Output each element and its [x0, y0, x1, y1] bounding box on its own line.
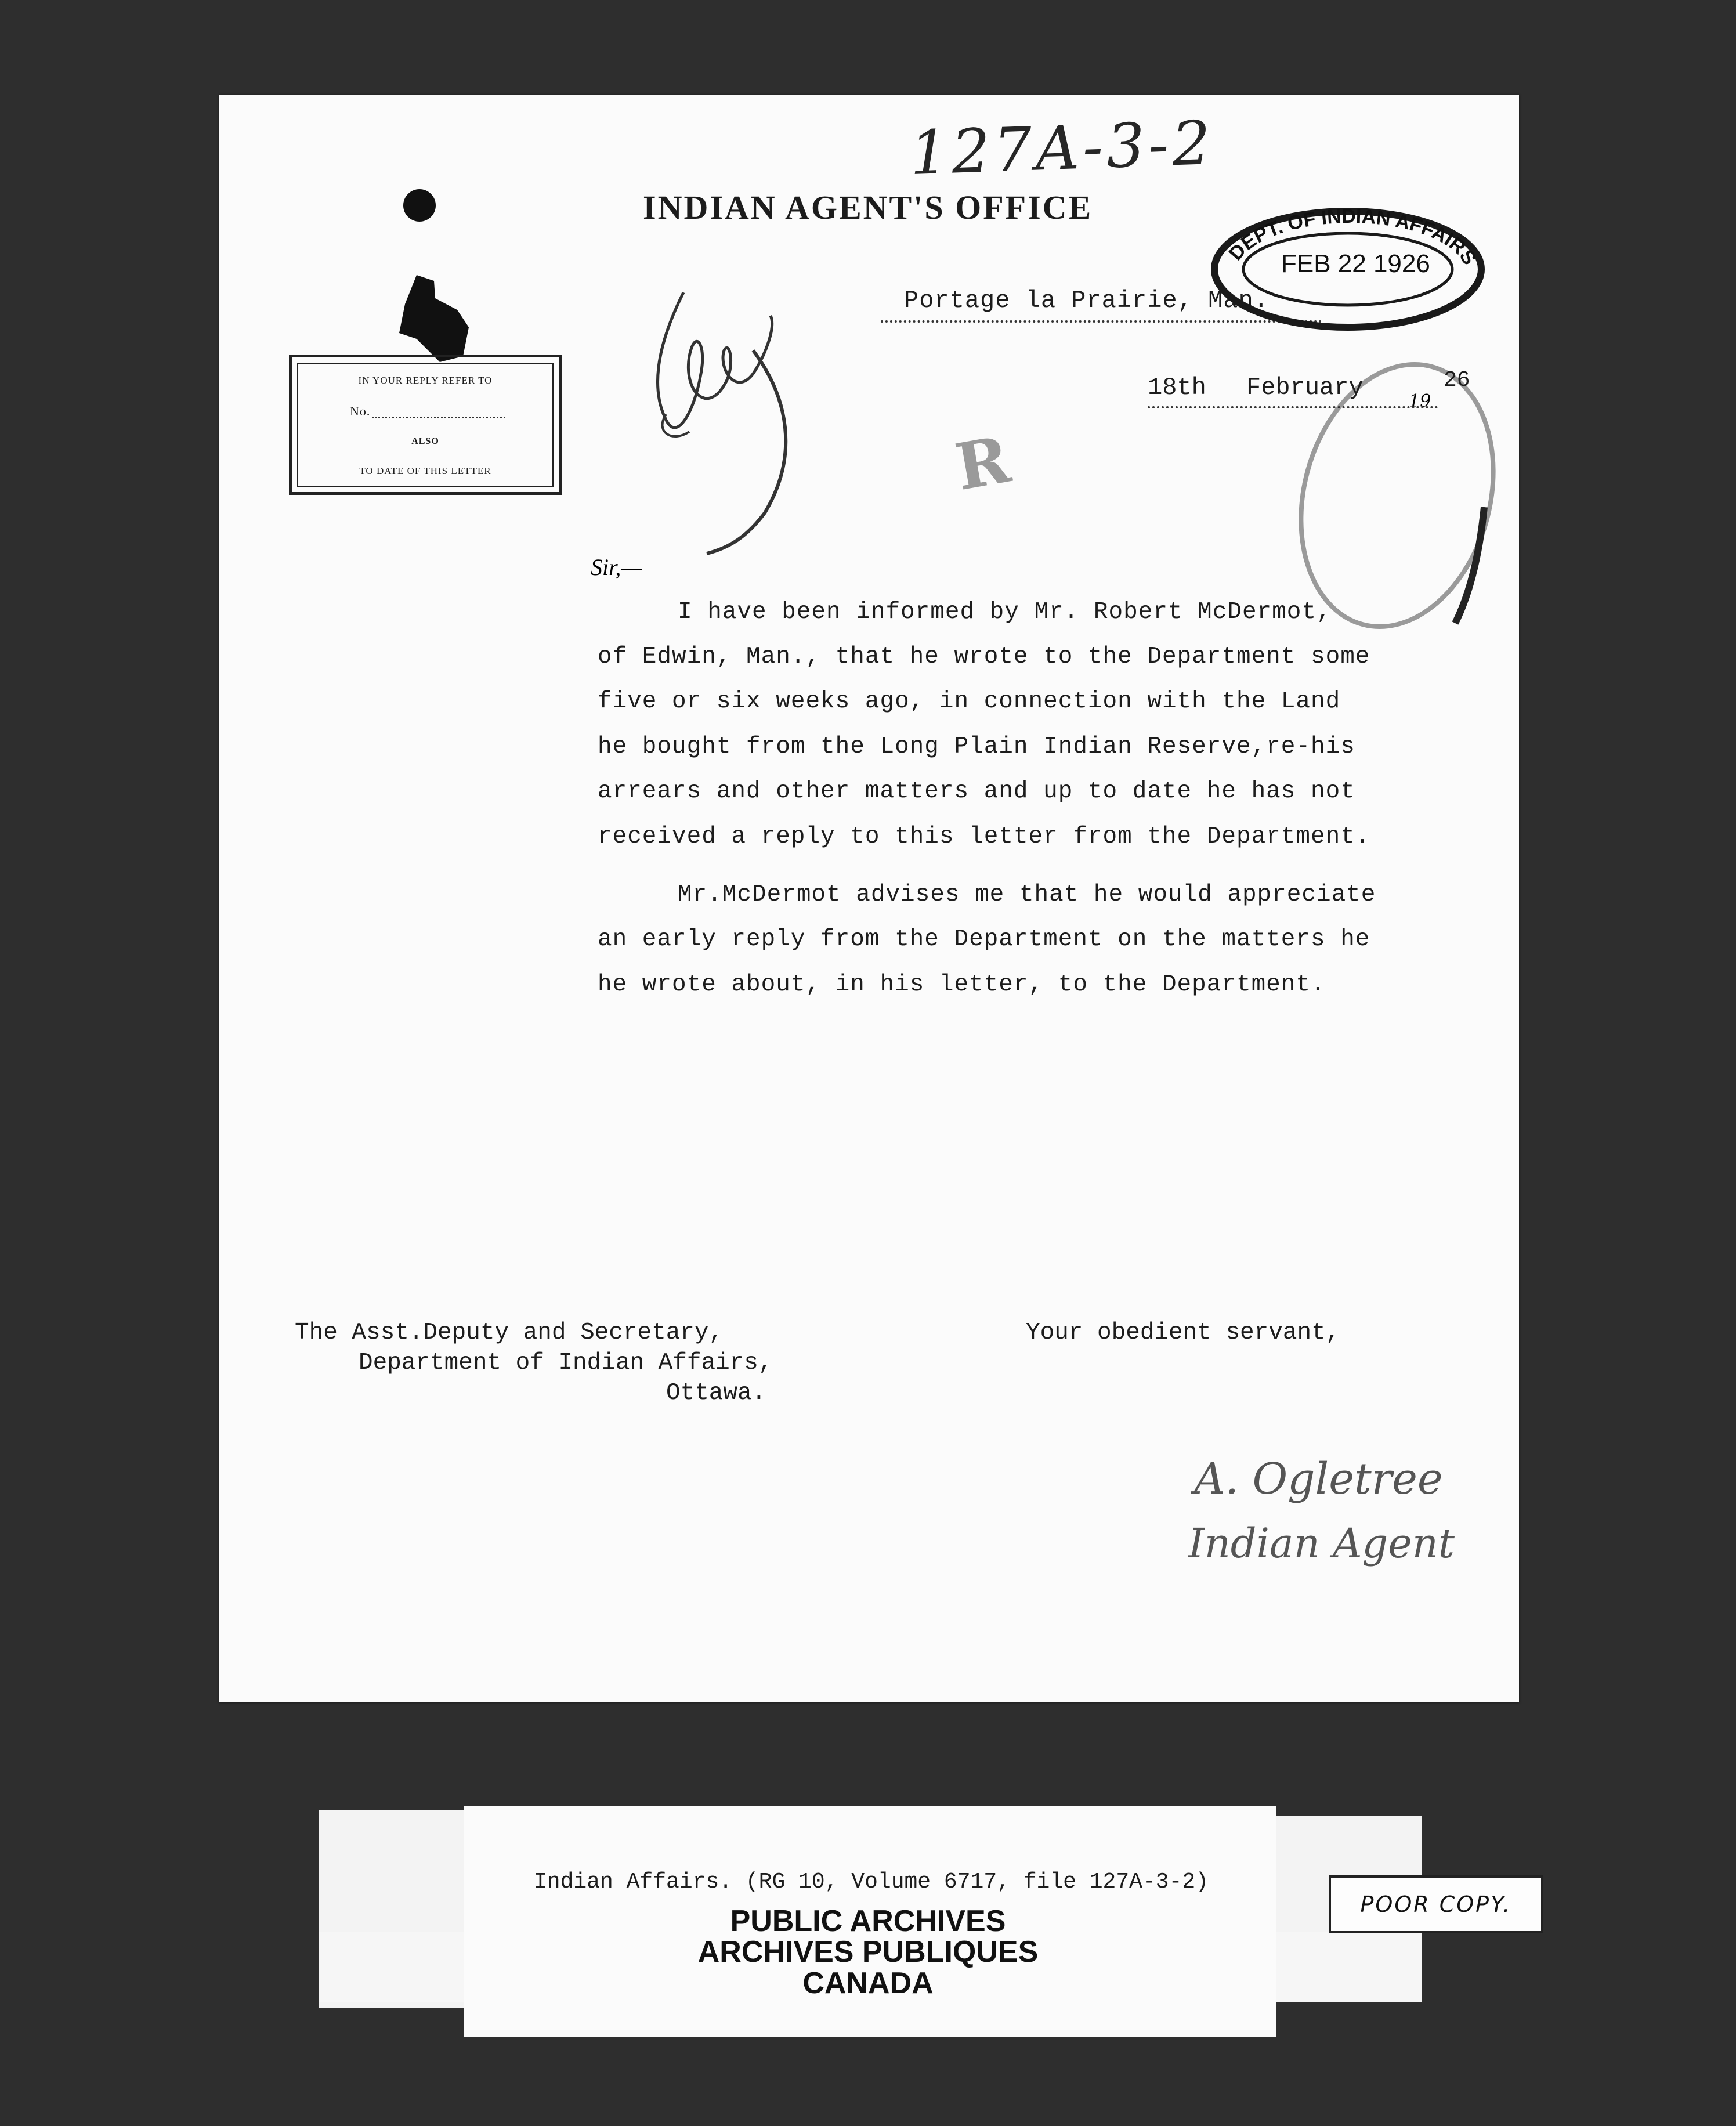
place-line: Portage la Prairie, Man.: [904, 287, 1269, 314]
archive-name-en: PUBLIC ARCHIVES: [730, 1904, 1006, 1938]
body-line: received a reply to this letter from the Department.: [598, 823, 1370, 850]
reply-also-label: ALSO: [411, 436, 439, 446]
reply-refer-label: IN YOUR REPLY REFER TO: [358, 375, 493, 386]
body-line: five or six weeks ago, in connection with the Land: [598, 688, 1341, 715]
archive-name-fr: ARCHIVES PUBLIQUES: [697, 1935, 1039, 1969]
reply-date-label: TO DATE OF THIS LETTER: [359, 465, 491, 476]
recipient-line: Ottawa.: [666, 1380, 766, 1407]
signature-name: A. Ogletree: [1194, 1454, 1443, 1504]
initials-signature-icon: [614, 269, 811, 559]
date-century: 19: [1409, 391, 1431, 411]
body-line: Mr.McDermot advises me that he would appreciate: [678, 881, 1376, 908]
body-line: he wrote about, in his letter, to the Department.: [598, 971, 1326, 998]
body-line: he bought from the Long Plain Indian Reserve,re-his: [598, 733, 1355, 760]
faint-r-mark: R: [950, 422, 1015, 505]
reply-reference-box: [289, 355, 562, 495]
archive-citation: Indian Affairs. (RG 10, Volume 6717, file 127A-3-2): [534, 1870, 1209, 1894]
poor-copy-text: POOR COPY.: [1360, 1892, 1512, 1917]
recipient-line: The Asst.Deputy and Secretary,: [295, 1319, 724, 1346]
body-line: of Edwin, Man., that he wrote to the Department some: [598, 643, 1370, 670]
signature-title: Indian Agent: [1188, 1520, 1455, 1567]
body-line: I have been informed by Mr. Robert McDermot,: [678, 599, 1332, 625]
letter-page: [219, 95, 1519, 1702]
recipient-line: Department of Indian Affairs,: [359, 1350, 773, 1376]
office-heading: INDIAN AGENT'S OFFICE: [643, 189, 1093, 226]
archive-country: CANADA: [802, 1966, 934, 2000]
reply-no-label: No.: [350, 404, 371, 418]
agent-signature-icon: [1182, 1430, 1484, 1604]
date-underline: [1148, 406, 1438, 408]
reply-no-blank: [372, 406, 505, 418]
stamp-date: FEB 22 1926: [1281, 250, 1430, 278]
date-day: 18th: [1148, 374, 1206, 402]
stamp-arc-text: DEPT. OF INDIAN AFFAIRS: [1224, 205, 1481, 269]
date-year: 26: [1444, 368, 1470, 393]
file-number: 127A-3-2: [909, 107, 1216, 189]
closing: Your obedient servant,: [1026, 1319, 1340, 1346]
salutation: Sir,—: [591, 554, 642, 580]
body-line: an early reply from the Department on the matters he: [598, 926, 1370, 953]
poor-copy-note: [1329, 1875, 1543, 1933]
body-line: arrears and other matters and up to date he has not: [598, 778, 1355, 805]
date-month: February: [1246, 374, 1364, 402]
